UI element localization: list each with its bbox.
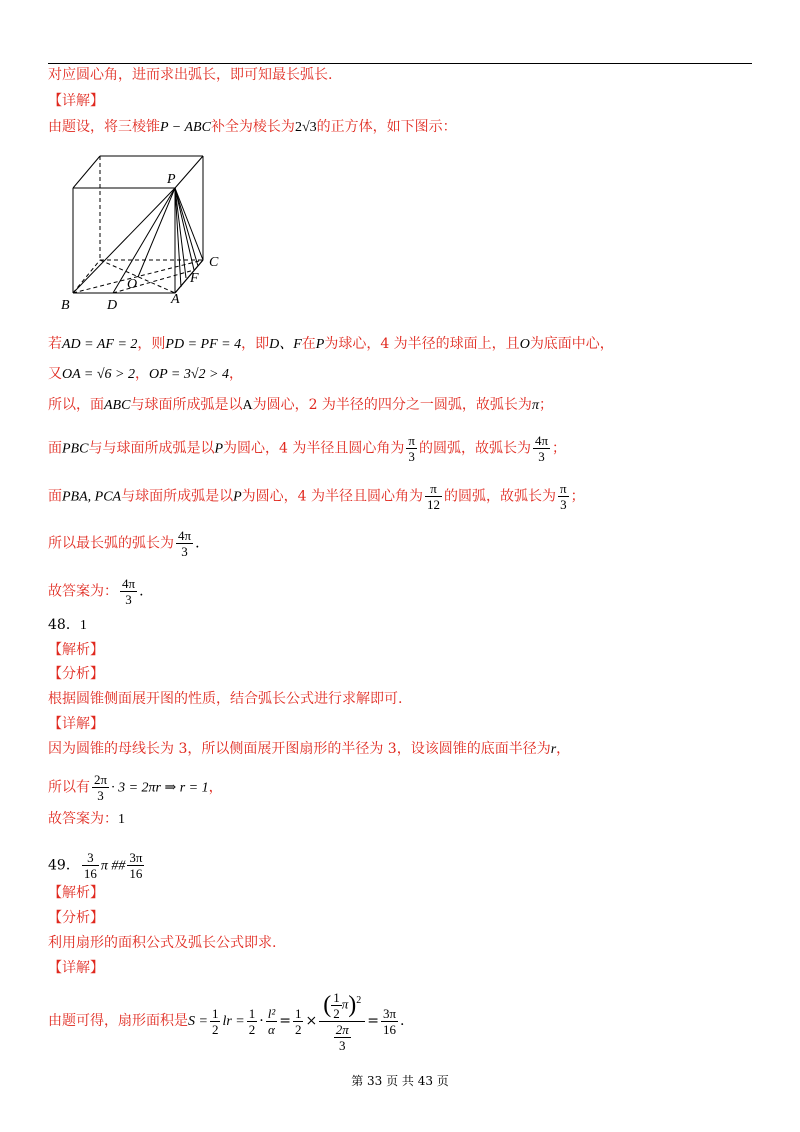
fraction: $\frac{\pi}{12}$: [427, 481, 441, 512]
fraction: $\frac{2\pi}{3}$: [94, 772, 108, 803]
setup-expr: P − ABC: [160, 120, 211, 135]
big-fraction: ( $\frac{1}{2}$ π)$^2$ $\frac{2\pi}{3}$: [319, 990, 365, 1053]
line-face-pbc: 面PBC与与球面所成弧是以P为圆心，4 为半径且圆心角为 $\frac{\pi}{3}$ 的圆弧，故弧长为 $\frac{4\pi}{3}$ ；: [48, 433, 567, 464]
setup-pre: 由题设，将三棱锥: [48, 119, 160, 135]
q49-xiangjie: 【详解】: [48, 960, 104, 976]
line-face-abc: 所以，面ABC与球面所成弧是以A为圆心，2 为半径的四分之一圆弧，故弧长为π；: [48, 397, 553, 413]
q48-fenxi: 【分析】: [48, 666, 104, 682]
q49-fenxi-text: 利用扇形的面积公式及弧长公式即求.: [48, 935, 277, 951]
cube-figure: [55, 150, 235, 315]
eq-ad-af: AD = AF = 2: [62, 337, 138, 352]
label-D: D: [107, 298, 118, 313]
detail-tag: [48, 92, 104, 110]
fraction: $\frac{\pi}{3}$: [560, 481, 567, 512]
line-ad-af: 若AD = AF = 2，则PD = PF = 4，即D、F在P为球心，4 为半径的球面上，且O为底面中心，: [48, 336, 614, 352]
fraction: $\frac{1}{2}$: [211, 1005, 219, 1037]
eq-oa: OA = √6 > 2: [62, 367, 135, 382]
q48-header: [48, 616, 87, 635]
fraction: $\frac{3\pi}{16}$: [382, 1005, 397, 1037]
intro-line: [48, 66, 332, 84]
hidden-edge: [113, 270, 194, 293]
label-O: O: [127, 277, 138, 292]
label-A: A: [171, 292, 180, 307]
setup-post: 的正方体，如下图示：: [316, 119, 457, 135]
q48-value: 1: [79, 618, 87, 633]
fraction: $\frac{\pi}{3}$: [408, 433, 415, 464]
label-C: C: [209, 255, 219, 270]
detail-label: 【详解】: [48, 93, 104, 109]
setup-mid: 补全为棱长为: [210, 119, 295, 135]
label-P: P: [167, 172, 176, 187]
pyramid-edge-PD: [113, 188, 175, 293]
q49-jiexi: 【解析】: [48, 885, 104, 901]
q48-xiangjie: 【详解】: [48, 716, 104, 732]
pyramid-edge-PB: [73, 188, 175, 293]
label-F: F: [190, 271, 199, 286]
line-face-pba-pca: 面PBA, PCA与球面所成弧是以P为圆心，4 为半径且圆心角为 $\frac{\pi}{12}$ 的圆弧，故弧长为 $\frac{\pi}{3}$ ；: [48, 481, 585, 512]
fraction: $\frac{\text{l²}}{\alpha}$: [267, 1005, 276, 1037]
intro-text: 对应圆心角，进而求出弧长，即可知最长弧长.: [48, 67, 333, 83]
pyramid-edge: [175, 188, 198, 266]
q49-formula: 由题可得，扇形面积是S = $\frac{1}{2}$ lr = $\frac{1}{2}$ · $\frac{\text{l²}}{\alpha}$ = $\frac{1}{2}$ × ( $\frac{1}{2}$ π)$^2$ $\frac{2\pi}{3}$ = $\frac{3\pi}{16}$ .: [48, 989, 405, 1053]
label-B: B: [61, 298, 70, 313]
pyramid-edge-PO: [138, 188, 175, 277]
fraction: $\frac{4\pi}{3}$: [122, 576, 136, 607]
q48-fenxi-text: 根据圆锥侧面展开图的性质，结合弧长公式进行求解即可.: [48, 691, 403, 707]
setup-line: [48, 118, 457, 137]
eq-pd-pf: PD = PF = 4: [165, 337, 242, 352]
q48-detail-1: 因为圆锥的母线长为 3，所以侧面展开图扇形的半径为 3，设该圆锥的底面半径为r，: [48, 741, 571, 757]
fraction: $\frac{3}{16}$: [83, 850, 97, 881]
answer-47: 故答案为： $\frac{4\pi}{3}$ .: [48, 576, 144, 607]
q48-jiexi: 【解析】: [48, 642, 104, 658]
hidden-edge: [73, 260, 100, 293]
fraction: $\frac{4\pi}{3}$: [534, 433, 549, 464]
q48-detail-2: 所以有 $\frac{2\pi}{3}$ · 3 = 2πr ⇒ r = 1，: [48, 772, 223, 803]
q48-number: 48．: [48, 617, 80, 633]
setup-len: 2√3: [294, 120, 317, 135]
q48-answer: 故答案为：1: [48, 811, 125, 827]
cube-edge: [73, 156, 100, 188]
line-oa-op: 又OA = √6 > 2，OP = 3√2 > 4，: [48, 366, 243, 382]
fraction: $\frac{3\pi}{16}$: [129, 850, 143, 881]
page-footer: 第 33 页 共 43 页: [351, 1074, 449, 1088]
q49-number: 49．: [48, 857, 80, 874]
q49-fenxi: 【分析】: [48, 910, 104, 926]
q49-header: 49． $\frac{3}{16}$ π ## $\frac{3\pi}{16}$: [48, 850, 143, 881]
fraction: $\frac{4\pi}{3}$: [178, 528, 192, 559]
fraction: $\frac{1}{2}$: [294, 1005, 302, 1037]
line-longest-arc: 所以最长弧的弧长为 $\frac{4\pi}{3}$ .: [48, 528, 200, 559]
header-rule: [48, 63, 752, 64]
fraction: $\frac{1}{2}$: [248, 1005, 256, 1037]
eq-op: OP = 3√2 > 4: [149, 367, 229, 382]
cube-edge: [175, 156, 203, 188]
